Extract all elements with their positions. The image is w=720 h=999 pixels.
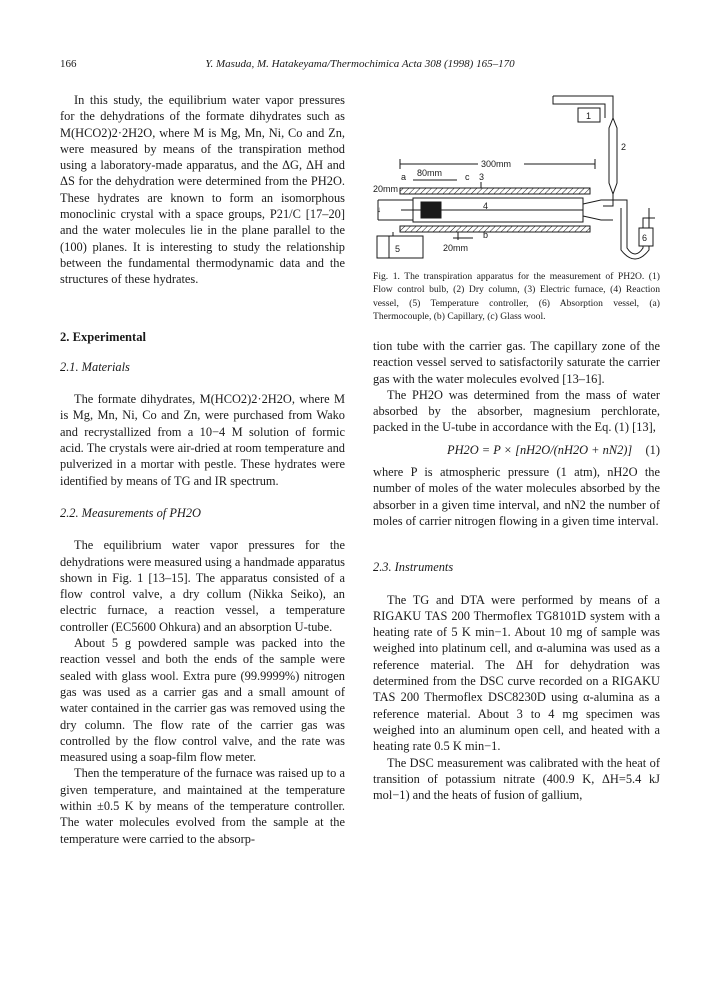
right-column: [373, 338, 660, 803]
vessel-outlet: [583, 200, 613, 220]
label-5: 5: [395, 244, 401, 254]
label-c: c: [465, 172, 470, 182]
right-paragraph-2: The PH2O was determined from the mass of water absorbed by the absorber, magnesium perchlorate, packed in the U-tube in accordance with the Eq. (1) [13],: [373, 387, 660, 435]
right-paragraph-3: where P is atmospheric pressure (1 atm), nH2O the number of moles of the water molecules absorbed by the absorber in a given time interval, and nN2 the number of moles of carrier nitrogen flowing in a given time interval.: [373, 465, 660, 528]
label-2: 2: [621, 142, 627, 152]
page-number: 166: [60, 58, 77, 70]
figure-apparatus: [373, 88, 660, 268]
gas-line-top: [553, 96, 613, 118]
label-300mm: 300mm: [481, 159, 512, 169]
label-6: 6: [642, 233, 648, 243]
measurements-paragraph-2: About 5 g powdered sample was packed into the reaction vessel and both the ends of the sample were sealed with glass wool. Extra pure (99.9999%) nitrogen gas was used as a carrier gas and a small amount of water contained in the carrier gas was removed using the dry column. The flow rate of the carrier gas was controlled by the flow control valve, and the rate was measured using a soap-film flow meter.: [60, 636, 345, 765]
instruments-paragraph-2: The DSC measurement was calibrated with the heat of transition of potassium nitrate (400.9 K, ΔH=5.4 kJ mol−1) and the heats of fusion of gallium,: [373, 755, 660, 803]
label-20mm-left: 20mm: [373, 184, 399, 194]
instruments-paragraph-1: The TG and DTA were performed by means of a RIGAKU TAS 200 Thermoflex TG8101D system with a heating rate of 5 K min−1. About 10 mg of sample was weighed into platinum cell, and α-alumina was used as a reference material. The ΔH for dehydration was determined from the DSC curve recorded on a RIGAKU TAS 200 Thermoflex DSC8230D using α-alumina as a reference material. About 3 to 4 mg specimen was weighed into an aluminum open cell, and heated with a heating rate 0.5 K min−1.: [373, 592, 660, 754]
thermocouple-symbol: ↓: [377, 205, 381, 214]
equation-number: (1): [645, 442, 660, 457]
right-paragraph-1: tion tube with the carrier gas. The capillary zone of the reaction vessel served to satisfactorily saturate the carrier gas with the water molecules evolved [13–16].: [373, 339, 660, 386]
label-1: 1: [586, 111, 592, 121]
page-header: [60, 58, 660, 74]
label-a: a: [401, 172, 407, 182]
left-column: [60, 92, 345, 847]
equation-body: PH2O = P × [nH2O/(nH2O + nN2)]: [447, 442, 633, 457]
equation-1: [373, 442, 660, 458]
measurements-paragraph-3: Then the temperature of the furnace was raised up to a given temperature, and maintained at the temperature within ±0.5 K by means of the temperature controller. The water molecules evolved from the sample at the temperature were carried to the absorp-: [60, 766, 345, 846]
figure-caption: Fig. 1. The transpiration apparatus for the measurement of PH2O. (1) Flow control bulb, (2) Dry column, (3) Electric furnace, (4) Reaction vessel, (5) Temperature controller, (6) Absorption vessel, (a) Thermocouple, (b) Capillary, (c) Glass wool.: [373, 271, 660, 323]
measurements-paragraph-1: The equilibrium water vapor pressures for the dehydrations were measured using a handmade apparatus shown in Fig. 1 [13–15]. The apparatus consisted of a flow control valve, a dry collum (Nikka Seiko), an electric furnace, a reaction vessel, a temperature controller (EC5600 Ohkura) and an absorption U-tube.: [60, 538, 345, 634]
dry-column: [609, 118, 617, 194]
subsection-title-materials: 2.1. Materials: [60, 359, 130, 374]
apparatus-diagram: [373, 88, 660, 268]
subsection-title-instruments: 2.3. Instruments: [373, 560, 454, 575]
intro-paragraph: In this study, the equilibrium water vapor pressures for the dehydrations of the formate dihydrates such as M(HCO2)2·2H2O, where M is Mg, Mn, Ni, Co and Zn, were measured by means of the transpiration method using a laboratory-made apparatus, and the ΔG, ΔH and ΔS for the dehydration were determined from the PH2O. These hydrates are known to form an isomorphous monoclinic crystal with a space groups, P21/C [17–20] and the water molecules lie in the plane parallel to the (100) planes. It is interesting to study the relationship between the fundamental thermodynamic data and the structures of these hydrates.: [60, 93, 345, 287]
furnace-bottom: [400, 226, 590, 232]
subsection-title-measurements: 2.2. Measurements of PH2O: [60, 505, 201, 520]
running-head: Y. Masuda, M. Hatakeyama/Thermochimica Acta 308 (1998) 165–170: [205, 58, 515, 70]
label-20mm-bottom: 20mm: [443, 243, 469, 253]
label-80mm: 80mm: [417, 168, 443, 178]
section-title-experimental: 2. Experimental: [60, 329, 147, 344]
materials-paragraph: The formate dihydrates, M(HCO2)2·2H2O, where M is Mg, Mn, Ni, Co and Zn, were purchased from Wako and recrystallized from a 10−4 M solution of formic acid. The crystals were air-dried at room temperature and pulverized in a mortar with pestle. These hydrates were identified by means of TG and IR spectrum.: [60, 392, 345, 488]
label-b: b: [483, 230, 489, 240]
furnace-top: [400, 188, 590, 194]
label-3: 3: [479, 172, 485, 182]
label-4: 4: [483, 201, 489, 211]
